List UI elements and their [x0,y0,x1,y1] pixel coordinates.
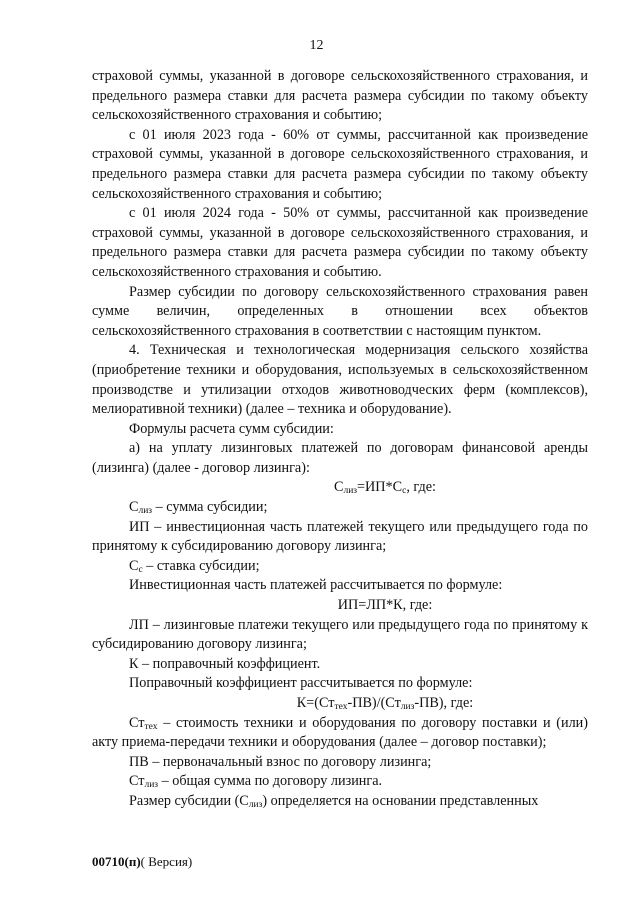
page-number: 12 [309,38,324,53]
document-body [92,67,588,812]
paragraph-5: 4. Техническая и технологическая модернизация сельского хозяйства (приобретение техники и оборудования, используемых в сельскохозяйственном производстве и утилизации отходов животноводческих ферм (комплексов), мелиоративной техники) (далее – техника и оборудование). [92,342,588,418]
definition-slyz: $С_{лиз}$ – сумма субсидии; [129,499,268,517]
paragraph-1: страховой суммы, указанной в договоре сельскохозяйственного страхования, и предельного размера ставки для расчета размера субсидии по такому объекту сельскохозяйственного страхования и событию; [92,68,588,124]
definition-lp: ЛП – лизинговые платежи текущего или предыдущего года по принятому к субсидированию договору лизинга; [92,616,588,653]
formula-subsidy: $С_{лиз}=ИП*С_с$, где: [334,479,436,497]
paragraph-3: с 01 июля 2024 года - 50% от суммы, рассчитанной как произведение страховой суммы, указанной в договоре сельскохозяйственного страхования, и предельного размера ставки для расчета размера субсидии по такому объекту сельскохозяйственного страхования и событию. [92,205,588,280]
definition-stteh: $Ст_{тех}$ – стоимость техники и оборудования по договору поставки и (или) акту приема-передачи техники и оборудования (далее – договор поставки); [92,714,588,751]
definition-pv: ПВ – первоначальный взнос по договору лизинга; [129,753,432,770]
paragraph-4: Размер субсидии по договору сельскохозяйственного страхования равен сумме величин, определенных в отношении всех объектов сельскохозяйственного страхования в соответствии с настоящим пунктом. [92,283,588,339]
paragraph-7: а) на уплату лизинговых платежей по договорам финансовой аренды (лизинга) (далее - договор лизинга): [92,440,588,476]
definition-k: К – поправочный коэффициент. [129,655,321,672]
paragraph-subsidy-size: Размер субсидии $(С_{лиз})$ определяется на основании представленных [129,792,539,810]
document-footer-code [92,854,192,870]
paragraph-6: Формулы расчета сумм субсидии: [129,420,334,437]
definition-sc: $С_с$ – ставка субсидии; [129,557,260,575]
ip-formula-intro: Инвестиционная часть платежей рассчитывается по формуле: [129,577,503,594]
document-version: ( Версия) [140,854,193,869]
formula-investment-part: ИП=ЛП*К, где: [337,597,433,614]
formula-correction-coefficient: $К=(Ст_{тех}-ПВ)/(Ст_{лиз}-ПВ)$, где: [296,695,474,712]
paragraph-2: с 01 июля 2023 года - 60% от суммы, рассчитанной как произведение страховой суммы, указанной в договоре сельскохозяйственного страхования, и предельного размера ставки для расчета размера субсидии по такому объекту сельскохозяйственного страхования и событию; [92,126,588,202]
k-formula-intro: Поправочный коэффициент рассчитывается по формуле: [129,675,473,692]
definition-stlyz: $Ст_{лиз}$ – общая сумма по договору лизинга. [129,773,383,791]
document-code: 00710(п) [92,854,141,869]
definition-ip: ИП – инвестиционная часть платежей текущего или предыдущего года по принятому к субсидированию договору лизинга; [92,518,588,555]
